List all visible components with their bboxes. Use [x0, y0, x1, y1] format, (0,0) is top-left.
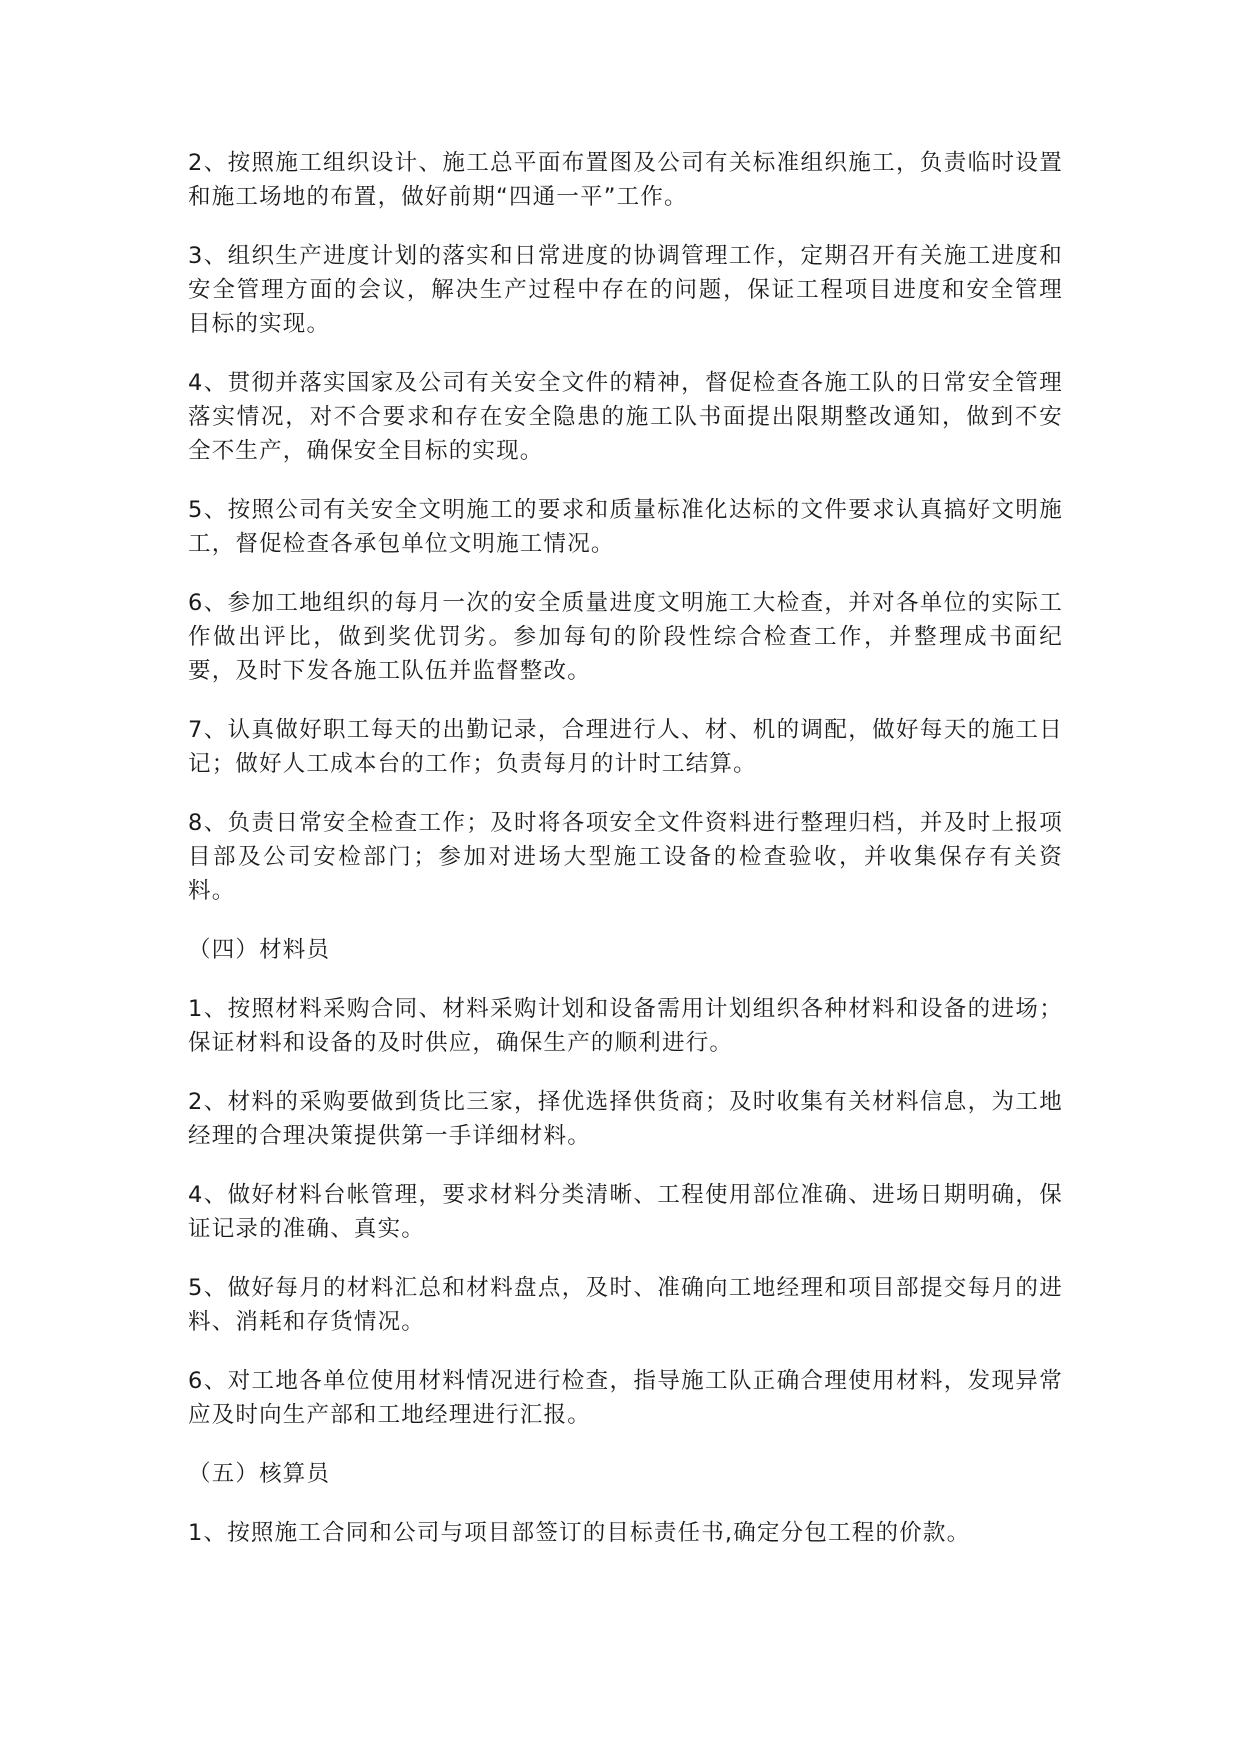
paragraph-materials-4: 4、做好材料台帐管理，要求材料分类清晰、工程使用部位准确、进场日期明确，保证记录的准确、真实。 — [188, 1182, 1063, 1242]
paragraph-materials-6: 6、对工地各单位使用材料情况进行检查，指导施工队正确合理使用材料，发现异常应及时向生产部和工地经理进行汇报。 — [188, 1368, 1063, 1428]
paragraph-2-layout: 2、按照施工组织设计、施工总平面布置图及公司有关标准组织施工，负责临时设置和施工场地的布置，做好前期“四通一平”工作。 — [188, 150, 1063, 210]
section-heading-materials-clerk: （四）材料员 — [188, 937, 331, 963]
paragraph-4-safety: 4、贯彻并落实国家及公司有关安全文件的精神，督促检查各施工队的日常安全管理落实情况，对不合要求和存在安全隐患的施工队书面提出限期整改通知，做到不安全不生产，确保安全目标的实现。 — [188, 370, 1063, 464]
paragraph-accountant-1: 1、按照施工合同和公司与项目部签订的目标责任书,确定分包工程的价款。 — [188, 1520, 971, 1546]
paragraph-5-civilized-construction: 5、按照公司有关安全文明施工的要求和质量标准化达标的文件要求认真搞好文明施工，督促检查各承包单位文明施工情况。 — [188, 497, 1063, 557]
paragraph-3-schedule: 3、组织生产进度计划的落实和日常进度的协调管理工作，定期召开有关施工进度和安全管理方面的会议，解决生产过程中存在的问题，保证工程项目进度和安全管理目标的实现。 — [188, 243, 1063, 337]
paragraph-8-safety-archive: 8、负责日常安全检查工作；及时将各项安全文件资料进行整理归档，并及时上报项目部及公司安检部门；参加对进场大型施工设备的检查验收，并收集保存有关资料。 — [188, 810, 1063, 904]
paragraph-materials-2: 2、材料的采购要做到货比三家，择优选择供货商；及时收集有关材料信息，为工地经理的合理决策提供第一手详细材料。 — [188, 1089, 1063, 1149]
paragraph-7-attendance: 7、认真做好职工每天的出勤记录，合理进行人、材、机的调配，做好每天的施工日记；做好人工成本台的工作；负责每月的计时工结算。 — [188, 717, 1063, 777]
paragraph-materials-5: 5、做好每月的材料汇总和材料盘点，及时、准确向工地经理和项目部提交每月的进料、消耗和存货情况。 — [188, 1275, 1063, 1335]
section-heading-accountant: （五）核算员 — [188, 1461, 331, 1487]
paragraph-6-inspection: 6、参加工地组织的每月一次的安全质量进度文明施工大检查，并对各单位的实际工作做出评比，做到奖优罚劣。参加每旬的阶段性综合检查工作，并整理成书面纪要，及时下发各施工队伍并监督整改。 — [188, 590, 1063, 684]
paragraph-materials-1: 1、按照材料采购合同、材料采购计划和设备需用计划组织各种材料和设备的进场；保证材料和设备的及时供应，确保生产的顺利进行。 — [188, 996, 1063, 1056]
